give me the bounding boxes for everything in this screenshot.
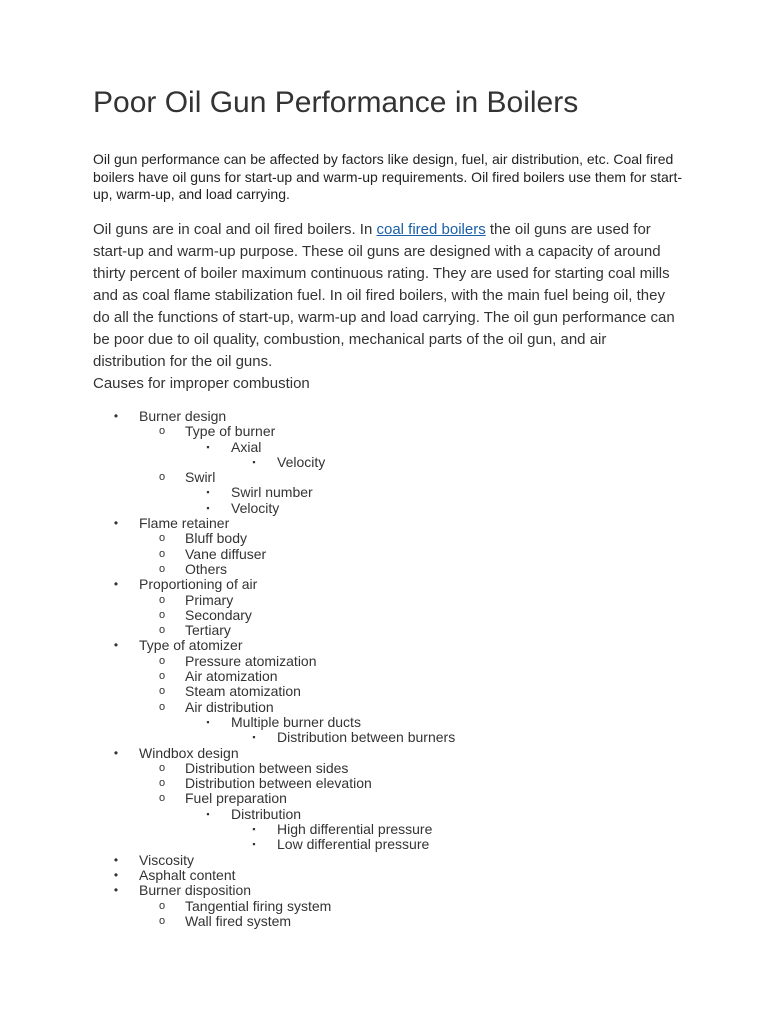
list-item: • Type of atomizer o Pressure atomization o Air atomization o Steam atomization o Air distribution ▪ Multiple burner ducts ▪ Distribution between burners [93, 638, 455, 745]
bullet-square-icon: ▪ [206, 716, 210, 727]
bullet-circle-icon: o [158, 899, 166, 912]
list-item: o Primary [139, 593, 455, 608]
list-item: o Pressure atomization [139, 654, 455, 669]
list-item: • Flame retainer o Bluff body o Vane diffuser o Others [93, 516, 455, 577]
bullet-circle-icon: o [158, 593, 166, 606]
bullet-circle-icon: o [158, 547, 166, 560]
bullet-dot-icon: • [113, 577, 119, 592]
list-item: o Steam atomization [139, 684, 455, 699]
bullet-square-icon: ▪ [252, 839, 256, 850]
list-item: • Proportioning of air o Primary o Secondary o Tertiary [93, 577, 455, 638]
bullet-square-icon: ▪ [206, 441, 210, 452]
list-item: • Burner design o Type of burner ▪ Axial ▪ Velocity o Swirl ▪ Swirl number ▪ Velocity [93, 409, 455, 516]
bullet-circle-icon: o [158, 700, 166, 713]
page-title: Poor Oil Gun Performance in Boilers [93, 86, 579, 119]
list-item: o Bluff body [139, 531, 455, 546]
bullet-dot-icon: • [113, 409, 119, 423]
bullet-circle-icon: o [158, 654, 166, 667]
list-item: o Type of burner ▪ Axial ▪ Velocity [139, 424, 455, 470]
bullet-circle-icon: o [158, 608, 166, 621]
list-item: • Viscosity [93, 853, 455, 868]
list-item: ▪ High differential pressure [231, 822, 455, 837]
list-item: o Secondary [139, 608, 455, 623]
list-item: o Fuel preparation ▪ Distribution ▪ High differential pressure ▪ Low differential pressure [139, 791, 455, 852]
list-item: ▪ Distribution between burners [231, 730, 455, 745]
list-item: o Tertiary [139, 623, 455, 638]
bullet-square-icon: ▪ [252, 732, 256, 743]
bullet-square-icon: ▪ [206, 502, 210, 513]
bullet-circle-icon: o [158, 761, 166, 774]
list-item: o Others [139, 562, 455, 577]
bullet-circle-icon: o [158, 562, 166, 575]
list-item: o Wall fired system [139, 914, 455, 929]
list-item: o Distribution between elevation [139, 776, 455, 791]
list-item: o Swirl ▪ Swirl number ▪ Velocity [139, 470, 455, 516]
list-item: ▪ Distribution ▪ High differential pressure ▪ Low differential pressure [185, 807, 455, 853]
list-item: o Tangential firing system [139, 899, 455, 914]
bullet-circle-icon: o [158, 425, 166, 438]
list-item: ▪ Low differential pressure [231, 837, 455, 852]
summary-paragraph: Oil gun performance can be affected by factors like design, fuel, air distribution, etc. Coal fired boilers have oil guns for start-up and warm-up requirements. Oil fired boilers use them for start-up, warm-up, and load carrying. [93, 151, 683, 202]
list-item: • Windbox design o Distribution between sides o Distribution between elevation o Fuel preparation ▪ Distribution ▪ High differential pressure ▪ Low differential pressure [93, 746, 455, 853]
list-item: ▪ Velocity [185, 501, 455, 516]
bullet-dot-icon: • [113, 516, 119, 531]
bullet-circle-icon: o [158, 471, 166, 484]
list-item: o Distribution between sides [139, 761, 455, 776]
body-paragraph [93, 219, 683, 373]
bullet-circle-icon: o [158, 685, 166, 698]
list-item: ▪ Multiple burner ducts ▪ Distribution between burners [185, 715, 455, 746]
list-item: • Asphalt content [93, 868, 455, 883]
bullet-square-icon: ▪ [252, 456, 256, 467]
bullet-circle-icon: o [158, 532, 166, 545]
bullet-dot-icon: • [113, 867, 119, 882]
list-item: ▪ Velocity [231, 455, 455, 470]
list-item: • Burner disposition o Tangential firing system o Wall fired system [93, 883, 455, 929]
list-item: o Vane diffuser [139, 547, 455, 562]
list-item: o Air distribution ▪ Multiple burner ducts ▪ Distribution between burners [139, 700, 455, 746]
bullet-circle-icon: o [158, 670, 166, 683]
causes-outline [93, 409, 455, 929]
list-item: ▪ Swirl number [185, 485, 455, 500]
bullet-square-icon: ▪ [206, 487, 210, 498]
bullet-square-icon: ▪ [206, 808, 210, 819]
bullet-square-icon: ▪ [252, 824, 256, 835]
body-text-before-link: Oil guns are in coal and oil fired boilers. In [93, 221, 377, 238]
bullet-circle-icon: o [158, 792, 166, 805]
bullet-dot-icon: • [113, 852, 119, 867]
list-item: o Air atomization [139, 669, 455, 684]
coal-fired-boilers-link[interactable]: coal fired boilers [376, 221, 486, 238]
bullet-dot-icon: • [113, 638, 119, 653]
list-item: ▪ Axial ▪ Velocity [185, 440, 455, 471]
bullet-circle-icon: o [158, 914, 166, 927]
body-text-after-link: the oil guns are used for start-up and warm-up purpose. These oil guns are designed with a capacity of around thirty percent of boiler maximum continuous rating. They are used for starting coal mills and as coal flame stabilization fuel. In oil fired boilers, with the main fuel being oil, they do all the functions of start-up, warm-up and load carrying. The oil gun performance can be poor due to oil quality, combustion, mechanical parts of the oil gun, and air distribution for the oil guns. [93, 221, 675, 370]
bullet-circle-icon: o [158, 777, 166, 790]
causes-heading: Causes for improper combustion [93, 375, 310, 392]
bullet-dot-icon: • [113, 745, 119, 760]
bullet-dot-icon: • [113, 883, 119, 898]
bullet-circle-icon: o [158, 624, 166, 637]
